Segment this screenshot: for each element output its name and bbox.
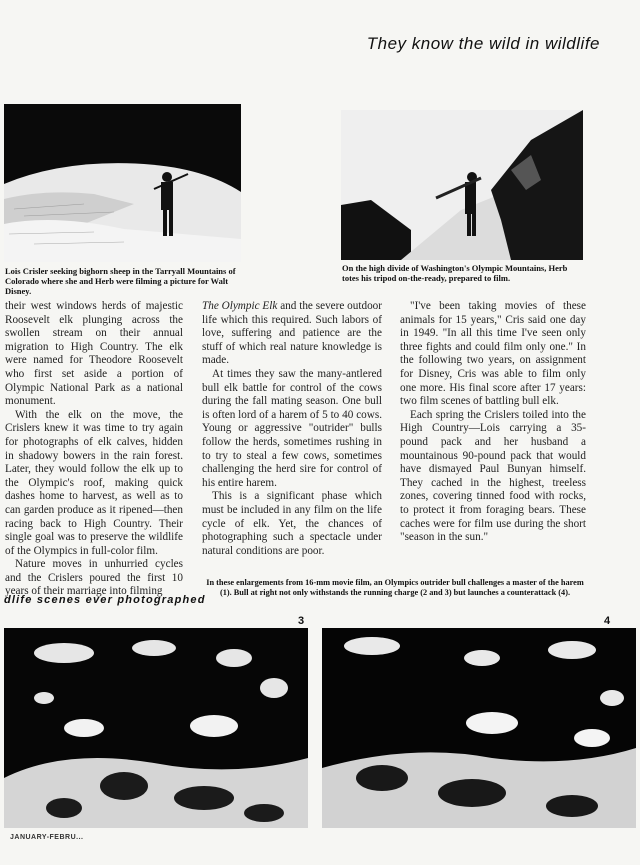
paragraph: "I've been taking movies of these animals for 15 years," Cris said one day in 1949. "In all this time I've seen only three fights and could film only one." In the following two years, on assignment for Disney, Cris was able to film only one more. His final score after 17 years: two film scenes of battling bull elk. [400, 300, 586, 408]
paragraph: With the elk on the move, the Crislers knew it was time to try again for photographs of elk calves, hidden in shadowy bowers in the rain forest. Later, they would follow the elk up to the Olympic's roof, making quick dashes home to harvest, as well as to can garden produce as it ripened—then racing back to High Country. Their single goal was to preserve the wildlife of the Olympics in full-color film. [5, 408, 183, 557]
paragraph [202, 300, 382, 368]
page-title: They know the wild in wildlife [366, 34, 600, 53]
running-head: dlife scenes ever photographed [4, 594, 206, 606]
paragraph: This is a significant phase which must be included in any film on the life cycle of elk. Yet, the chances of photographing such a spectacle under natural conditions are poor. [202, 490, 382, 557]
paragraph: At times they saw the many-antlered bull elk battle for control of the cows during the fall mating season. One bull is often lord of a harem of 5 to 40 cows. Young or aggressive "outrider" bulls follow the herds, sometimes rushing in to try to steal a few cows, sometimes challenging the herd sire for control of his entire harem. [202, 367, 382, 489]
text-column-2 [202, 300, 382, 558]
film-strip-caption: In these enlargements from 16-mm movie film, an Olympics outrider bull challenges a master of the harem (1). Bull at right not only withstands the running charge (2 and 3) but launches a counterattack (4). [206, 578, 584, 597]
text-column-1 [5, 300, 183, 599]
paragraph: Each spring the Crislers toiled into the High Country—Lois carrying a 35-pound pack and her husband a mountainous 90-pound pack that would have dismayed Paul Bunyan himself. They cached in the highest, treeless zones, covering tinned food with rocks, to protect it from foraging bears. These caches were for film use during the short "season in the sun." [400, 408, 586, 544]
frame-number-4: 4 [604, 615, 611, 627]
right-photo-caption: On the high divide of Washington's Olympic Mountains, Herb totes his tripod on-the-ready, prepared to film. [342, 263, 568, 283]
paragraph: Nature moves in unhurried cycles and the Crislers poured the first 10 years of their marriage into filming [5, 558, 183, 598]
text-column-3 [400, 300, 586, 545]
paragraph-text: and the severe outdoor life which this required. Such labors of love, suffering and patience are the stuff of which real nature knowledge is made. [202, 300, 382, 367]
film-frame-3 [4, 628, 308, 828]
frame-number-3: 3 [298, 615, 305, 627]
paragraph: their west windows herds of majestic Roosevelt elk plunging across the swollen stream on their annual migration to High Country. The elk were named for Theodore Roosevelt who first set aside a portion of Olympic National Park as a national monument. [5, 300, 183, 408]
film-title: The Olympic Elk [202, 300, 278, 312]
film-frame-4 [322, 628, 636, 828]
left-photo-caption: Lois Crisler seeking bighorn sheep in the Tarryall Mountains of Colorado where she and Herb were filming a picture for Walt Disney. [5, 266, 236, 296]
olympic-divide-photo [341, 110, 583, 260]
bighorn-search-photo [4, 104, 241, 262]
page-footer: JANUARY-FEBRU... [10, 834, 84, 841]
